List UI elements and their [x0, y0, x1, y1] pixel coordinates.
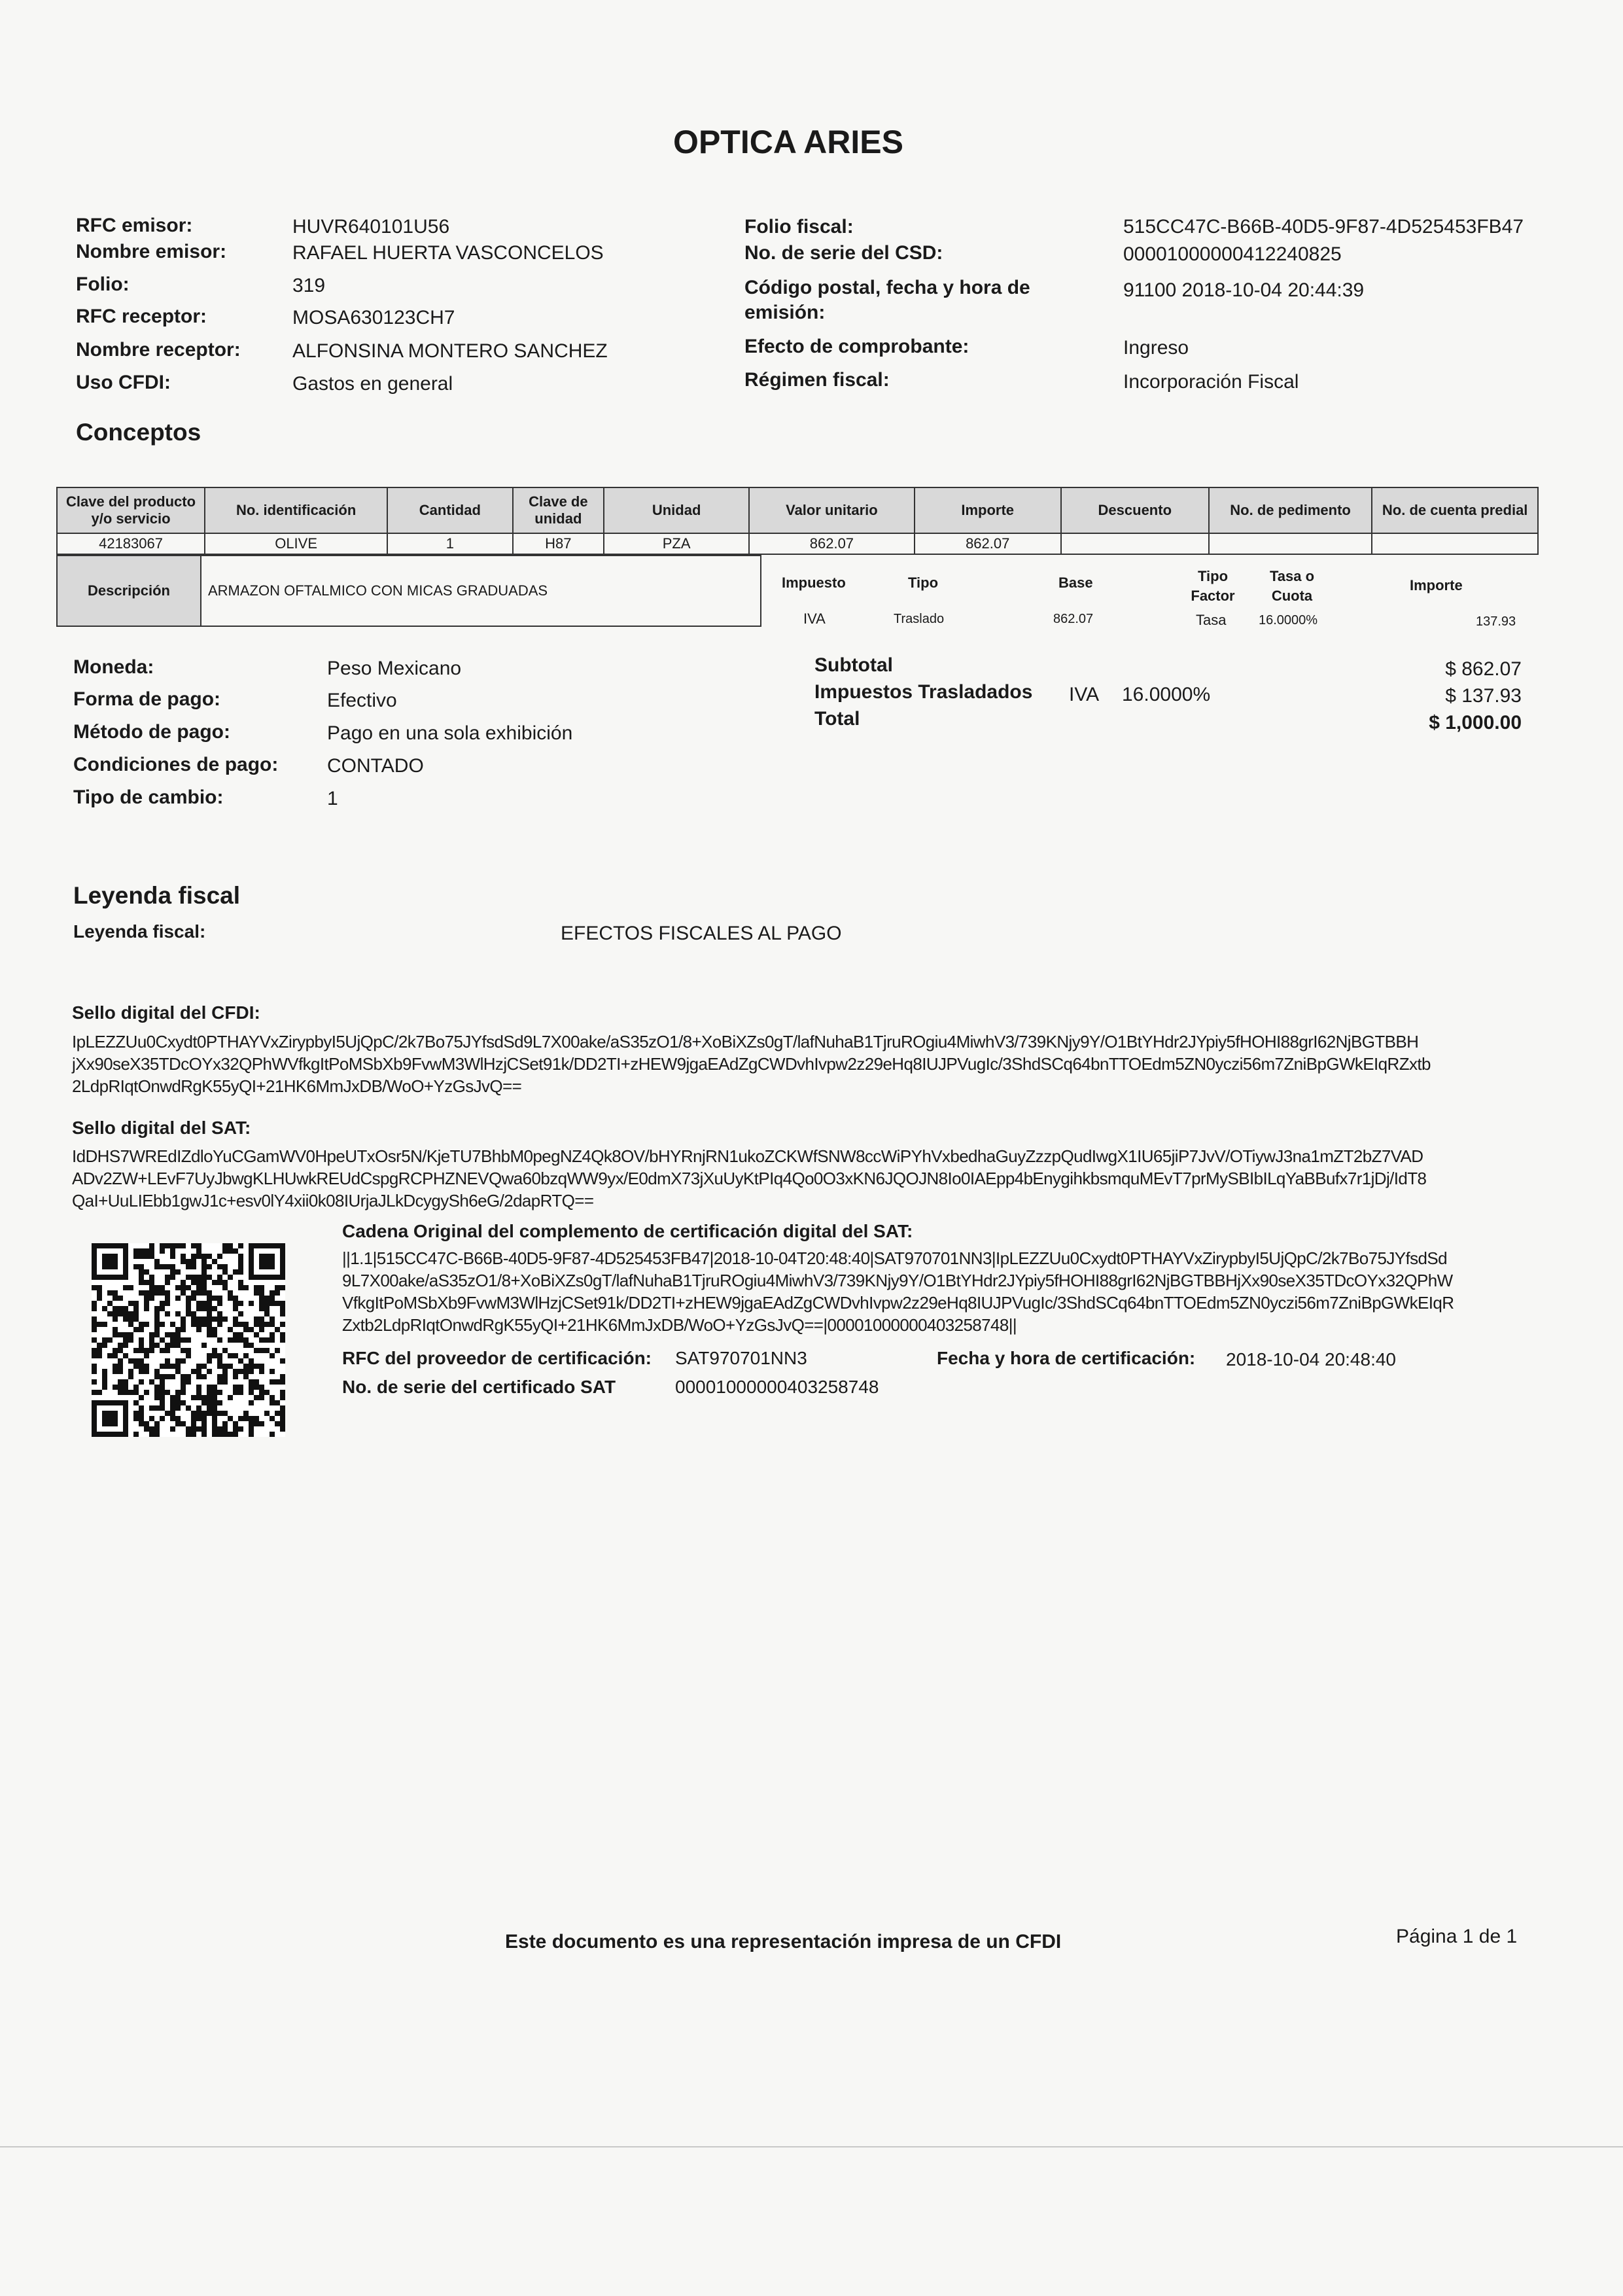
- sello-sat-label: Sello digital del SAT:: [72, 1118, 251, 1138]
- fecha-certificacion-value: 2018-10-04 20:48:40: [1226, 1349, 1396, 1369]
- col-descuento: Descuento: [1061, 487, 1209, 533]
- scan-edge: [0, 2146, 1623, 2147]
- cell-clave-producto: 42183067: [57, 533, 205, 554]
- leyenda-label: Leyenda fiscal:: [73, 921, 206, 942]
- serie-sat-label: No. de serie del certificado SAT: [342, 1377, 616, 1397]
- serie-csd-value: 00001000000412240825: [1123, 243, 1342, 265]
- cell-clave-unidad: H87: [513, 533, 604, 554]
- regimen-label: Régimen fiscal:: [744, 369, 890, 391]
- impuestos-tasa: 16.0000%: [1122, 684, 1211, 705]
- descripcion-label-cell: [56, 555, 201, 627]
- payment-field-value: Peso Mexicano: [327, 658, 462, 679]
- payment-field-value: Pago en una sola exhibición: [327, 722, 573, 744]
- issuer-field-label: Folio:: [76, 274, 130, 295]
- col-cantidad: Cantidad: [387, 487, 512, 533]
- issuer-field-label: RFC emisor:: [76, 215, 193, 236]
- issuer-field-value: ALFONSINA MONTERO SANCHEZ: [292, 340, 608, 362]
- concepts-table: [56, 487, 1539, 555]
- fecha-certificacion-label: Fecha y hora de certificación:: [937, 1348, 1196, 1368]
- descripcion-value: ARMAZON OFTALMICO CON MICAS GRADUADAS: [208, 582, 548, 599]
- col-valor-unitario: Valor unitario: [749, 487, 915, 533]
- impuestos-value: $ 137.93: [1445, 685, 1522, 707]
- concepts-header-row: [57, 487, 1538, 533]
- cell-no-identificacion: OLIVE: [205, 533, 387, 554]
- table-row: [57, 533, 1538, 554]
- col-cuenta-predial: No. de cuenta predial: [1372, 487, 1538, 533]
- cadena-label: Cadena Original del complemento de certificación digital del SAT:: [342, 1221, 913, 1241]
- subtotal-label: Subtotal: [814, 654, 893, 676]
- impuestos-label: Impuestos Trasladados: [814, 681, 1033, 703]
- sello-sat-text: [72, 1145, 1550, 1212]
- payment-field-value: Efectivo: [327, 690, 397, 711]
- sello-cfdi-line: jXx90seX35TDcOYx32QPhWVfkgItPoMSbXb9FvwM3WlHzjCSet91k/DD2TI+zHEW9jgaEAdZgCWDvhIvpw2z29eHq8IUJPVugIc/3ShdSCq64bnTTOEdm5ZN0yczi56m7ZniBpGWkEIqRZxtb: [72, 1054, 1431, 1074]
- impuestos-tipo: IVA: [1069, 684, 1100, 705]
- conceptos-heading: Conceptos: [76, 419, 201, 446]
- subtotal-value: $ 862.07: [1445, 658, 1522, 680]
- sello-cfdi-line: 2LdpRIqtOnwdRgK55yQI+21HK6MmJxDB/WoO+YzGsJvQ==: [72, 1076, 522, 1096]
- issuer-field-value: Gastos en general: [292, 373, 453, 395]
- cadena-text: [342, 1247, 1546, 1336]
- tax-header-base: Base: [1058, 574, 1093, 591]
- efecto-value: Ingreso: [1123, 337, 1189, 359]
- sello-sat-line: QaI+UuLIEbb1gwJ1c+esv0lY4xii0k08IUrjaJLkDcygySh6eG/2dapRTQ==: [72, 1191, 594, 1210]
- cadena-line: VfkgItPoMSbXb9FvwM3WlHzjCSet91k/DD2TI+zHEW9jgaEAdZgCWDvhIvpw2z29eHq8IUJPVugIc/3ShdSCq64bnTTOEdm5ZN0yczi56m7ZniBpGWkEIqR: [342, 1293, 1454, 1313]
- issuer-field-value: RAFAEL HUERTA VASCONCELOS: [292, 242, 604, 264]
- tax-header-importe: Importe: [1410, 577, 1463, 593]
- serie-sat-value: 00001000000403258748: [675, 1377, 879, 1397]
- descripcion-label: Descripción: [88, 582, 170, 599]
- sello-sat-line: IdDHS7WREdIZdloYuCGamWV0HpeUTxOsr5N/KjeTU7BhbM0pegNZ4Qk8OV/bHYRnjRN1ukoZCKWfSNW8ccWiPYhVxbedhaGuyZzzpQudIwgX1IU65jiP7JvV/OTiywJ3na1mZT2bZ7VAD: [72, 1146, 1423, 1166]
- tax-cell-tipo: Traslado: [894, 612, 945, 626]
- cell-unidad: PZA: [604, 533, 749, 554]
- cadena-line: ||1.1|515CC47C-B66B-40D5-9F87-4D525453FB47|2018-10-04T20:48:40|SAT970701NN3|IpLEZZUu0Cxydt0PTHAYVxZirypbyI5UjQpC/2k7Bo75JYfsdSd: [342, 1248, 1447, 1268]
- company-title: OPTICA ARIES: [673, 124, 903, 160]
- cp-value: 91100 2018-10-04 20:44:39: [1123, 279, 1365, 301]
- cp-label-line1: Código postal, fecha y hora de: [744, 277, 1030, 298]
- issuer-field-label: Uso CFDI:: [76, 372, 171, 393]
- tax-cell-impuesto: IVA: [803, 610, 826, 627]
- payment-field-label: Condiciones de pago:: [73, 754, 279, 775]
- sello-sat-line: ADv2ZW+LEvF7UyJbwgKLHUwkREUdCspgRCPHZNEVQwa60bzqWW9yx/E0dmX73jXuUyKtPIq4Qo0O3xKN6JQOJN8Io0IAEpp4bEnygihkbsmquMEvT7prMySBIbILqYaBBufx7r1jDj/IdT8: [72, 1169, 1427, 1188]
- cell-importe: 862.07: [915, 533, 1061, 554]
- tax-cell-base: 862.07: [1053, 612, 1094, 626]
- issuer-field-label: Nombre receptor:: [76, 339, 241, 361]
- col-no-identificacion: No. identificación: [205, 487, 387, 533]
- payment-field-label: Método de pago:: [73, 721, 230, 743]
- issuer-field-value: MOSA630123CH7: [292, 307, 455, 328]
- total-label: Total: [814, 708, 860, 730]
- footer-note: Este documento es una representación impresa de un CFDI: [505, 1931, 1062, 1952]
- tax-cell-tasa: 16.0000%: [1259, 613, 1318, 627]
- issuer-field-value: HUVR640101U56: [292, 216, 450, 238]
- leyenda-value: EFECTOS FISCALES AL PAGO: [561, 923, 842, 944]
- issuer-field-value: 319: [292, 275, 326, 296]
- tax-header-tipo-factor: Tipo Factor: [1191, 568, 1235, 604]
- folio-fiscal-value: 515CC47C-B66B-40D5-9F87-4D525453FB47: [1123, 216, 1524, 238]
- tax-header-impuesto: Impuesto: [782, 574, 846, 591]
- issuer-field-label: RFC receptor:: [76, 306, 207, 327]
- cp-label-line2: emisión:: [744, 302, 826, 323]
- col-unidad: Unidad: [604, 487, 749, 533]
- descripcion-cell: [200, 555, 761, 627]
- sello-cfdi-line: IpLEZZUu0Cxydt0PTHAYVxZirypbyI5UjQpC/2k7Bo75JYfsdSd9L7X00ake/aS35zO1/8+XoBiXZs0gT/lafNuhaB1TjruROgiu4MiwhV3/739KNjy9Y/O1BtYHdr2JYpiy5fHOHI88grI62NjBGTBBH: [72, 1032, 1419, 1051]
- cell-cuenta-predial: [1372, 533, 1538, 554]
- rfc-proveedor-value: SAT970701NN3: [675, 1348, 807, 1368]
- cell-valor-unitario: 862.07: [749, 533, 915, 554]
- payment-field-value: 1: [327, 788, 338, 809]
- folio-fiscal-label: Folio fiscal:: [744, 216, 854, 238]
- col-clave-unidad: Clave de unidad: [513, 487, 604, 533]
- cell-pedimento: [1209, 533, 1372, 554]
- qr-code: [92, 1243, 285, 1437]
- payment-field-label: Tipo de cambio:: [73, 786, 224, 808]
- tax-header-tasa-cuota: Tasa o Cuota: [1269, 568, 1315, 604]
- payment-field-label: Forma de pago:: [73, 688, 221, 710]
- cadena-line: Zxtb2LdpRIqtOnwdRgK55yQI+21HK6MmJxDB/WoO+YzGsJvQ==|00001000000403258748||: [342, 1315, 1017, 1335]
- cadena-line: 9L7X00ake/aS35zO1/8+XoBiXZs0gT/lafNuhaB1TjruROgiu4MiwhV3/739KNjy9Y/O1BtYHdr2JYpiy5fHOHI88grI62NjBGTBBHjXx90seX35TDcOYx32QPhW: [342, 1271, 1453, 1290]
- cell-cantidad: 1: [387, 533, 512, 554]
- leyenda-heading: Leyenda fiscal: [73, 882, 241, 909]
- col-clave-producto: Clave del producto y/o servicio: [57, 487, 205, 533]
- regimen-value: Incorporación Fiscal: [1123, 371, 1299, 393]
- sello-cfdi-label: Sello digital del CFDI:: [72, 1002, 260, 1023]
- col-pedimento: No. de pedimento: [1209, 487, 1372, 533]
- total-value: $ 1,000.00: [1429, 712, 1522, 733]
- tax-header-tipo: Tipo: [908, 574, 939, 591]
- tax-cell-importe: 137.93: [1476, 614, 1516, 629]
- payment-field-value: CONTADO: [327, 755, 424, 777]
- cell-descuento: [1061, 533, 1209, 554]
- serie-csd-label: No. de serie del CSD:: [744, 242, 943, 264]
- issuer-field-label: Nombre emisor:: [76, 241, 227, 262]
- efecto-label: Efecto de comprobante:: [744, 336, 969, 357]
- rfc-proveedor-label: RFC del proveedor de certificación:: [342, 1348, 652, 1368]
- tax-cell-tipo-factor: Tasa: [1196, 612, 1227, 628]
- payment-field-label: Moneda:: [73, 656, 154, 678]
- col-importe: Importe: [915, 487, 1061, 533]
- sello-cfdi-text: [72, 1031, 1550, 1097]
- page-number: Página 1 de 1: [1396, 1926, 1518, 1947]
